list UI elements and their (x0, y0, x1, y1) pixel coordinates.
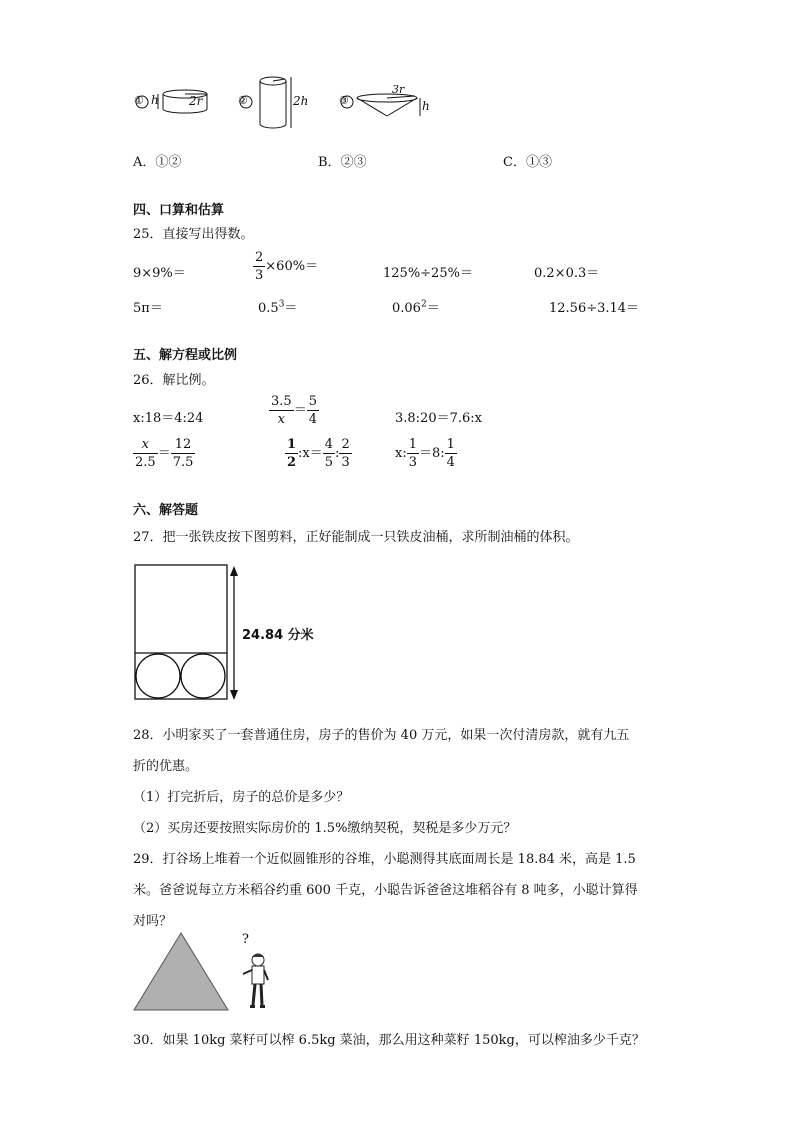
fraction: $\frac{1}{4}$ (446, 437, 455, 470)
option-letter: C． (503, 155, 526, 170)
fig3-label-circled-3: ③ (339, 94, 349, 107)
equals: ＝ (426, 301, 440, 316)
q24-option-a[interactable] (133, 151, 181, 170)
fraction: $\frac{2}{3}$ (341, 437, 350, 470)
fraction: $\frac{x}{2.5}$ (135, 437, 156, 470)
fraction: $\frac{1}{3}$ (408, 437, 417, 470)
q29-line1: 29．打谷场上堆着一个近似圆锥形的谷堆，小聪测得其底面周长是 18.84 米，高是 1.5 (133, 852, 636, 867)
fraction: $\frac{12}{7.5}$ (172, 437, 194, 470)
q26-eq2 (269, 393, 319, 428)
q26-stem: 26．解比例。 (133, 373, 215, 388)
fig2-label-circled-2: ② (238, 94, 248, 107)
q25-row2-c (392, 297, 440, 316)
fig2-label-2h: 2h (293, 94, 309, 108)
q25-row1-c: 125%÷25%＝ (383, 266, 473, 281)
q25-row2-d: 12.56÷3.14＝ (549, 301, 640, 316)
q25-stem: 25．直接写出得数。 (133, 227, 254, 242)
q27-figure (134, 564, 334, 704)
q28-line1: 28．小明家买了一套普通住房，房子的售价为 40 万元，如果一次付清房款，就有九五 (133, 728, 630, 743)
q28-sub1: （1）打完折后，房子的总价是多少？ (133, 790, 350, 805)
fraction: $\frac{5}{4}$ (308, 394, 317, 427)
section-6-title: 六、解答题 (133, 503, 199, 518)
option-letter: B． (318, 155, 341, 170)
q27-text: 27．把一张铁皮按下图剪料，正好能制成一只铁皮油桶，求所制油桶的体积。 (133, 530, 579, 545)
option-letter: A． (133, 155, 156, 170)
power-base: 0.5 (258, 301, 279, 316)
q26-eq1: x:18＝4:24 (133, 411, 204, 426)
q25-row1-a: 9×9%＝ (133, 266, 186, 281)
q29-line3: 对吗？ (133, 914, 173, 929)
fraction: $\frac{3.5}{x}$ (271, 394, 292, 427)
q29-line2: 米。爸爸说每立方米稻谷约重 600 千克，小聪告诉爸爸这堆稻谷有 8 吨多，小聪计算得 (133, 883, 638, 898)
q26-eq3: 3.8:20＝7.6:x (395, 411, 482, 426)
section-4-title: 四、口算和估算 (133, 203, 225, 218)
fig3-label-3r: 3r (392, 83, 405, 96)
q29-question-mark: ? (242, 932, 249, 947)
fraction: $\frac{1}{2}$ (287, 437, 297, 470)
fig3-label-h: h (422, 99, 430, 113)
option-value: ①③ (525, 155, 552, 170)
q24-figures-svg (130, 72, 430, 132)
q24-option-c[interactable] (503, 151, 552, 170)
power-base: 0.06 (392, 301, 421, 316)
cone-figure-3 (341, 94, 420, 116)
q29-figure-svg (133, 930, 283, 1015)
q25-row1-b (253, 249, 318, 284)
fraction: $\frac{4}{5}$ (324, 437, 334, 470)
section-5-title: 五、解方程或比例 (133, 348, 238, 363)
fraction-2-3: $\frac{2}{3}$ (255, 250, 264, 283)
q24-option-b[interactable] (318, 151, 367, 170)
boy-figure (243, 954, 268, 1009)
q27-dimension-label: 24.84 分米 (242, 628, 314, 643)
q28-sub2: （2）买房还要按照实际房价的 1.5%缴纳契税，契税是多少万元？ (133, 821, 517, 836)
q26-eq5 (285, 436, 352, 471)
power-exponent: 3 (278, 299, 285, 310)
grain-cone (134, 933, 228, 1010)
q25-row1-b-rest: ×60%＝ (265, 259, 319, 274)
fig1-label-h: h (151, 93, 159, 107)
q30-text: 30．如果 10kg 菜籽可以榨 6.5kg 菜油，那么用这种菜籽 150kg，可以榨油多少千克？ (133, 1033, 645, 1048)
equation-middle: ＝8: (419, 446, 445, 461)
equals: ＝ (284, 301, 298, 316)
q29-figure (133, 930, 283, 1015)
q24-figures (130, 72, 430, 132)
q25-row1-d: 0.2×0.3＝ (534, 266, 600, 281)
power-exponent: 2 (420, 299, 427, 310)
equals: ＝ (293, 403, 307, 418)
fig1-label-circled-1: ① (134, 94, 144, 107)
colon: : (335, 446, 340, 461)
q25-row2-b (258, 297, 297, 316)
equals: ＝ (157, 446, 171, 461)
option-value: ②③ (340, 155, 367, 170)
q26-eq6 (395, 436, 457, 471)
fig1-label-2r: 2r (189, 94, 203, 108)
q25-row2-a: 5π＝ (133, 301, 163, 316)
equation-prefix: x: (395, 446, 407, 461)
option-value: ①② (155, 155, 182, 170)
equation-middle: :x＝ (298, 446, 323, 461)
q26-eq4 (133, 436, 195, 471)
q28-line2: 折的优惠。 (133, 759, 199, 774)
